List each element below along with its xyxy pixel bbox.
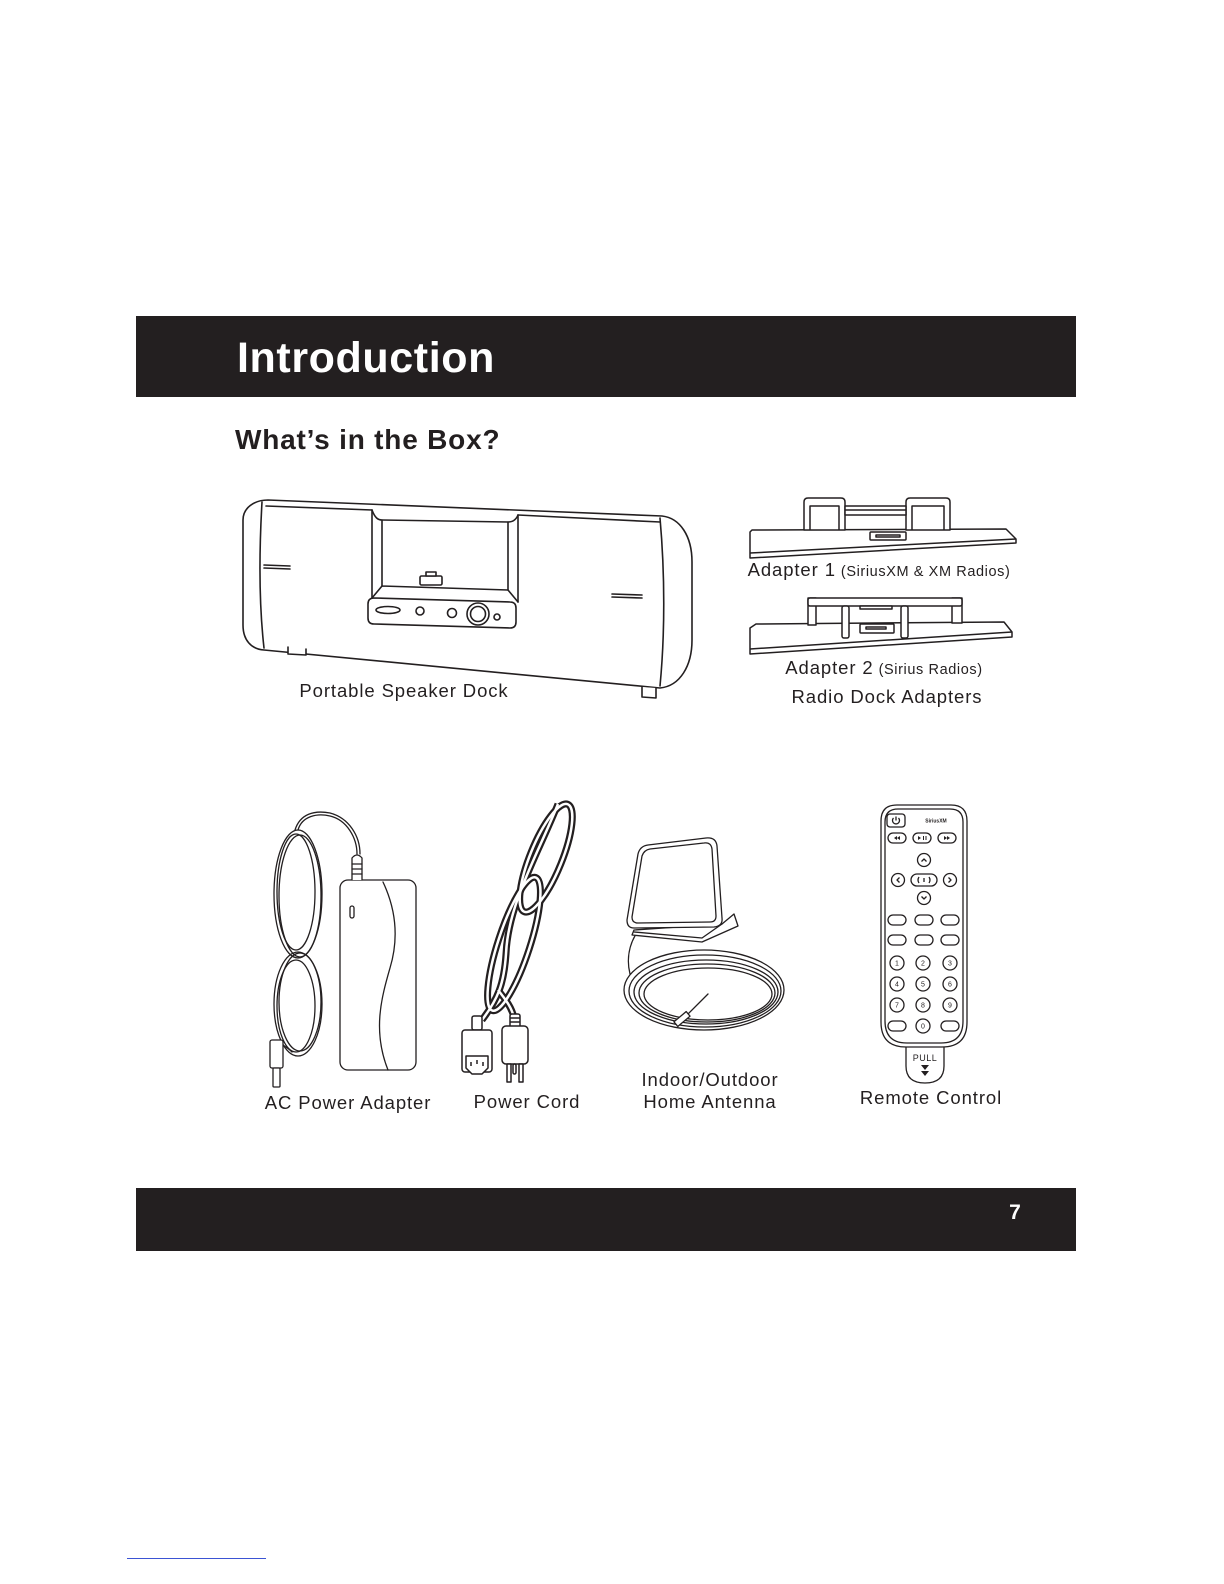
- page-number: 7: [1009, 1201, 1021, 1224]
- adapter-1-note: (SiriusXM & XM Radios): [840, 564, 1011, 580]
- dock-aux-button: [416, 607, 424, 615]
- remote-bottom-right-button: [941, 1021, 959, 1031]
- ac-power-adapter-illustration: [262, 808, 422, 1094]
- dock-connector: [420, 576, 442, 585]
- nema-plug-prong: [519, 1064, 523, 1082]
- adapter-2-label: Adapter 2: [785, 657, 874, 678]
- volume-knob-inner: [471, 607, 486, 622]
- adapter-2-note: (Sirius Radios): [878, 662, 983, 678]
- antenna-patch: [627, 838, 722, 928]
- adapter-strain-relief: [352, 855, 362, 880]
- speaker-dock-illustration: [240, 494, 696, 704]
- remote-key-label: 0: [921, 1023, 925, 1031]
- power-cord-caption: Power Cord: [473, 1091, 581, 1112]
- home-antenna-caption-line2: Home Antenna: [643, 1091, 777, 1112]
- antenna-cable-coil: [639, 964, 775, 1022]
- section-heading: What’s in the Box?: [235, 424, 501, 455]
- header-bar: [136, 316, 1076, 397]
- remote-key-label: 3: [948, 960, 952, 968]
- adapter-cable-lower-loop: [277, 960, 315, 1052]
- remote-control-illustration: [876, 800, 972, 1088]
- remote-bottom-left-button: [888, 1021, 906, 1031]
- iec-plug-relief: [472, 1016, 482, 1030]
- remote-pull-label: PULL: [912, 1053, 938, 1063]
- remote-volume-down-button: [888, 935, 906, 945]
- remote-right-button: [944, 874, 957, 887]
- iec-plug-face: [466, 1056, 488, 1074]
- remote-key-label: 9: [948, 1002, 952, 1010]
- nema-plug-prong: [507, 1064, 511, 1082]
- adapter-2-top-bar: [808, 598, 962, 606]
- dock-oval-button: [376, 607, 400, 614]
- adapter-2-left-post: [842, 606, 849, 638]
- remote-play-button: [913, 833, 931, 843]
- remote-control-caption: Remote Control: [859, 1087, 1003, 1108]
- remote-key-label: 2: [921, 960, 925, 968]
- speaker-dock-caption: Portable Speaker Dock: [299, 680, 509, 701]
- remote-function-button: [941, 915, 959, 925]
- adapter-dc-plug-tip: [273, 1068, 280, 1087]
- remote-key-label: 4: [895, 981, 899, 989]
- adapter-cable-upper-loop: [277, 834, 315, 950]
- antenna-connector: [674, 1012, 690, 1027]
- remote-key-label: 1: [895, 960, 899, 968]
- home-antenna-caption-line1: Indoor/Outdoor: [641, 1069, 779, 1090]
- dock-power-led: [494, 614, 500, 620]
- nema-plug-ground-pin: [513, 1064, 516, 1074]
- dock-headphone-jack: [448, 609, 457, 618]
- remote-key-label: 7: [895, 1002, 899, 1010]
- adapter-2-illustration: [746, 594, 1018, 662]
- antenna-cable-coil: [629, 955, 781, 1027]
- remote-logo: SiriusXM: [925, 818, 947, 825]
- dock-right-foot: [642, 687, 656, 698]
- adapter-brick: [340, 880, 416, 1070]
- power-cord-illustration: [458, 794, 582, 1092]
- remote-up-button: [918, 854, 931, 867]
- adapter-1-label: Adapter 1: [747, 559, 836, 580]
- home-antenna-illustration: [618, 834, 794, 1036]
- remote-key-label: 5: [921, 981, 925, 989]
- page-title: Introduction: [237, 334, 495, 382]
- adapter-2-caption: [734, 657, 1034, 681]
- footer-bar: [136, 1188, 1076, 1251]
- adapter-2-connector-slot: [866, 627, 886, 629]
- remote-volume-up-button: [941, 935, 959, 945]
- adapter-1-caption: [729, 559, 1029, 583]
- remote-function-button: [888, 915, 906, 925]
- remote-mute-button: [915, 935, 933, 945]
- adapter-2-right-post: [901, 606, 908, 638]
- remote-key-label: 8: [921, 1002, 925, 1010]
- antenna-cable-coil: [634, 960, 778, 1024]
- link-underline[interactable]: [127, 1558, 266, 1559]
- power-cord-loops: [477, 798, 582, 1020]
- remote-down-button: [918, 892, 931, 905]
- remote-left-button: [892, 874, 905, 887]
- adapter-2-top-slot: [860, 606, 892, 609]
- dock-connector-pin: [426, 572, 436, 576]
- antenna-cable-coil: [624, 950, 784, 1030]
- radio-dock-adapters-caption: Radio Dock Adapters: [791, 686, 983, 707]
- adapter-1-connector-slot: [876, 535, 900, 537]
- ac-power-adapter-caption: AC Power Adapter: [264, 1092, 432, 1113]
- adapter-1-illustration: [744, 494, 1020, 564]
- remote-key-label: 6: [948, 981, 952, 989]
- adapter-dc-plug-body: [270, 1040, 283, 1068]
- antenna-lead-cable: [628, 934, 636, 974]
- nema-plug-body: [502, 1026, 528, 1064]
- home-antenna-caption: [610, 1069, 810, 1113]
- remote-function-button: [915, 915, 933, 925]
